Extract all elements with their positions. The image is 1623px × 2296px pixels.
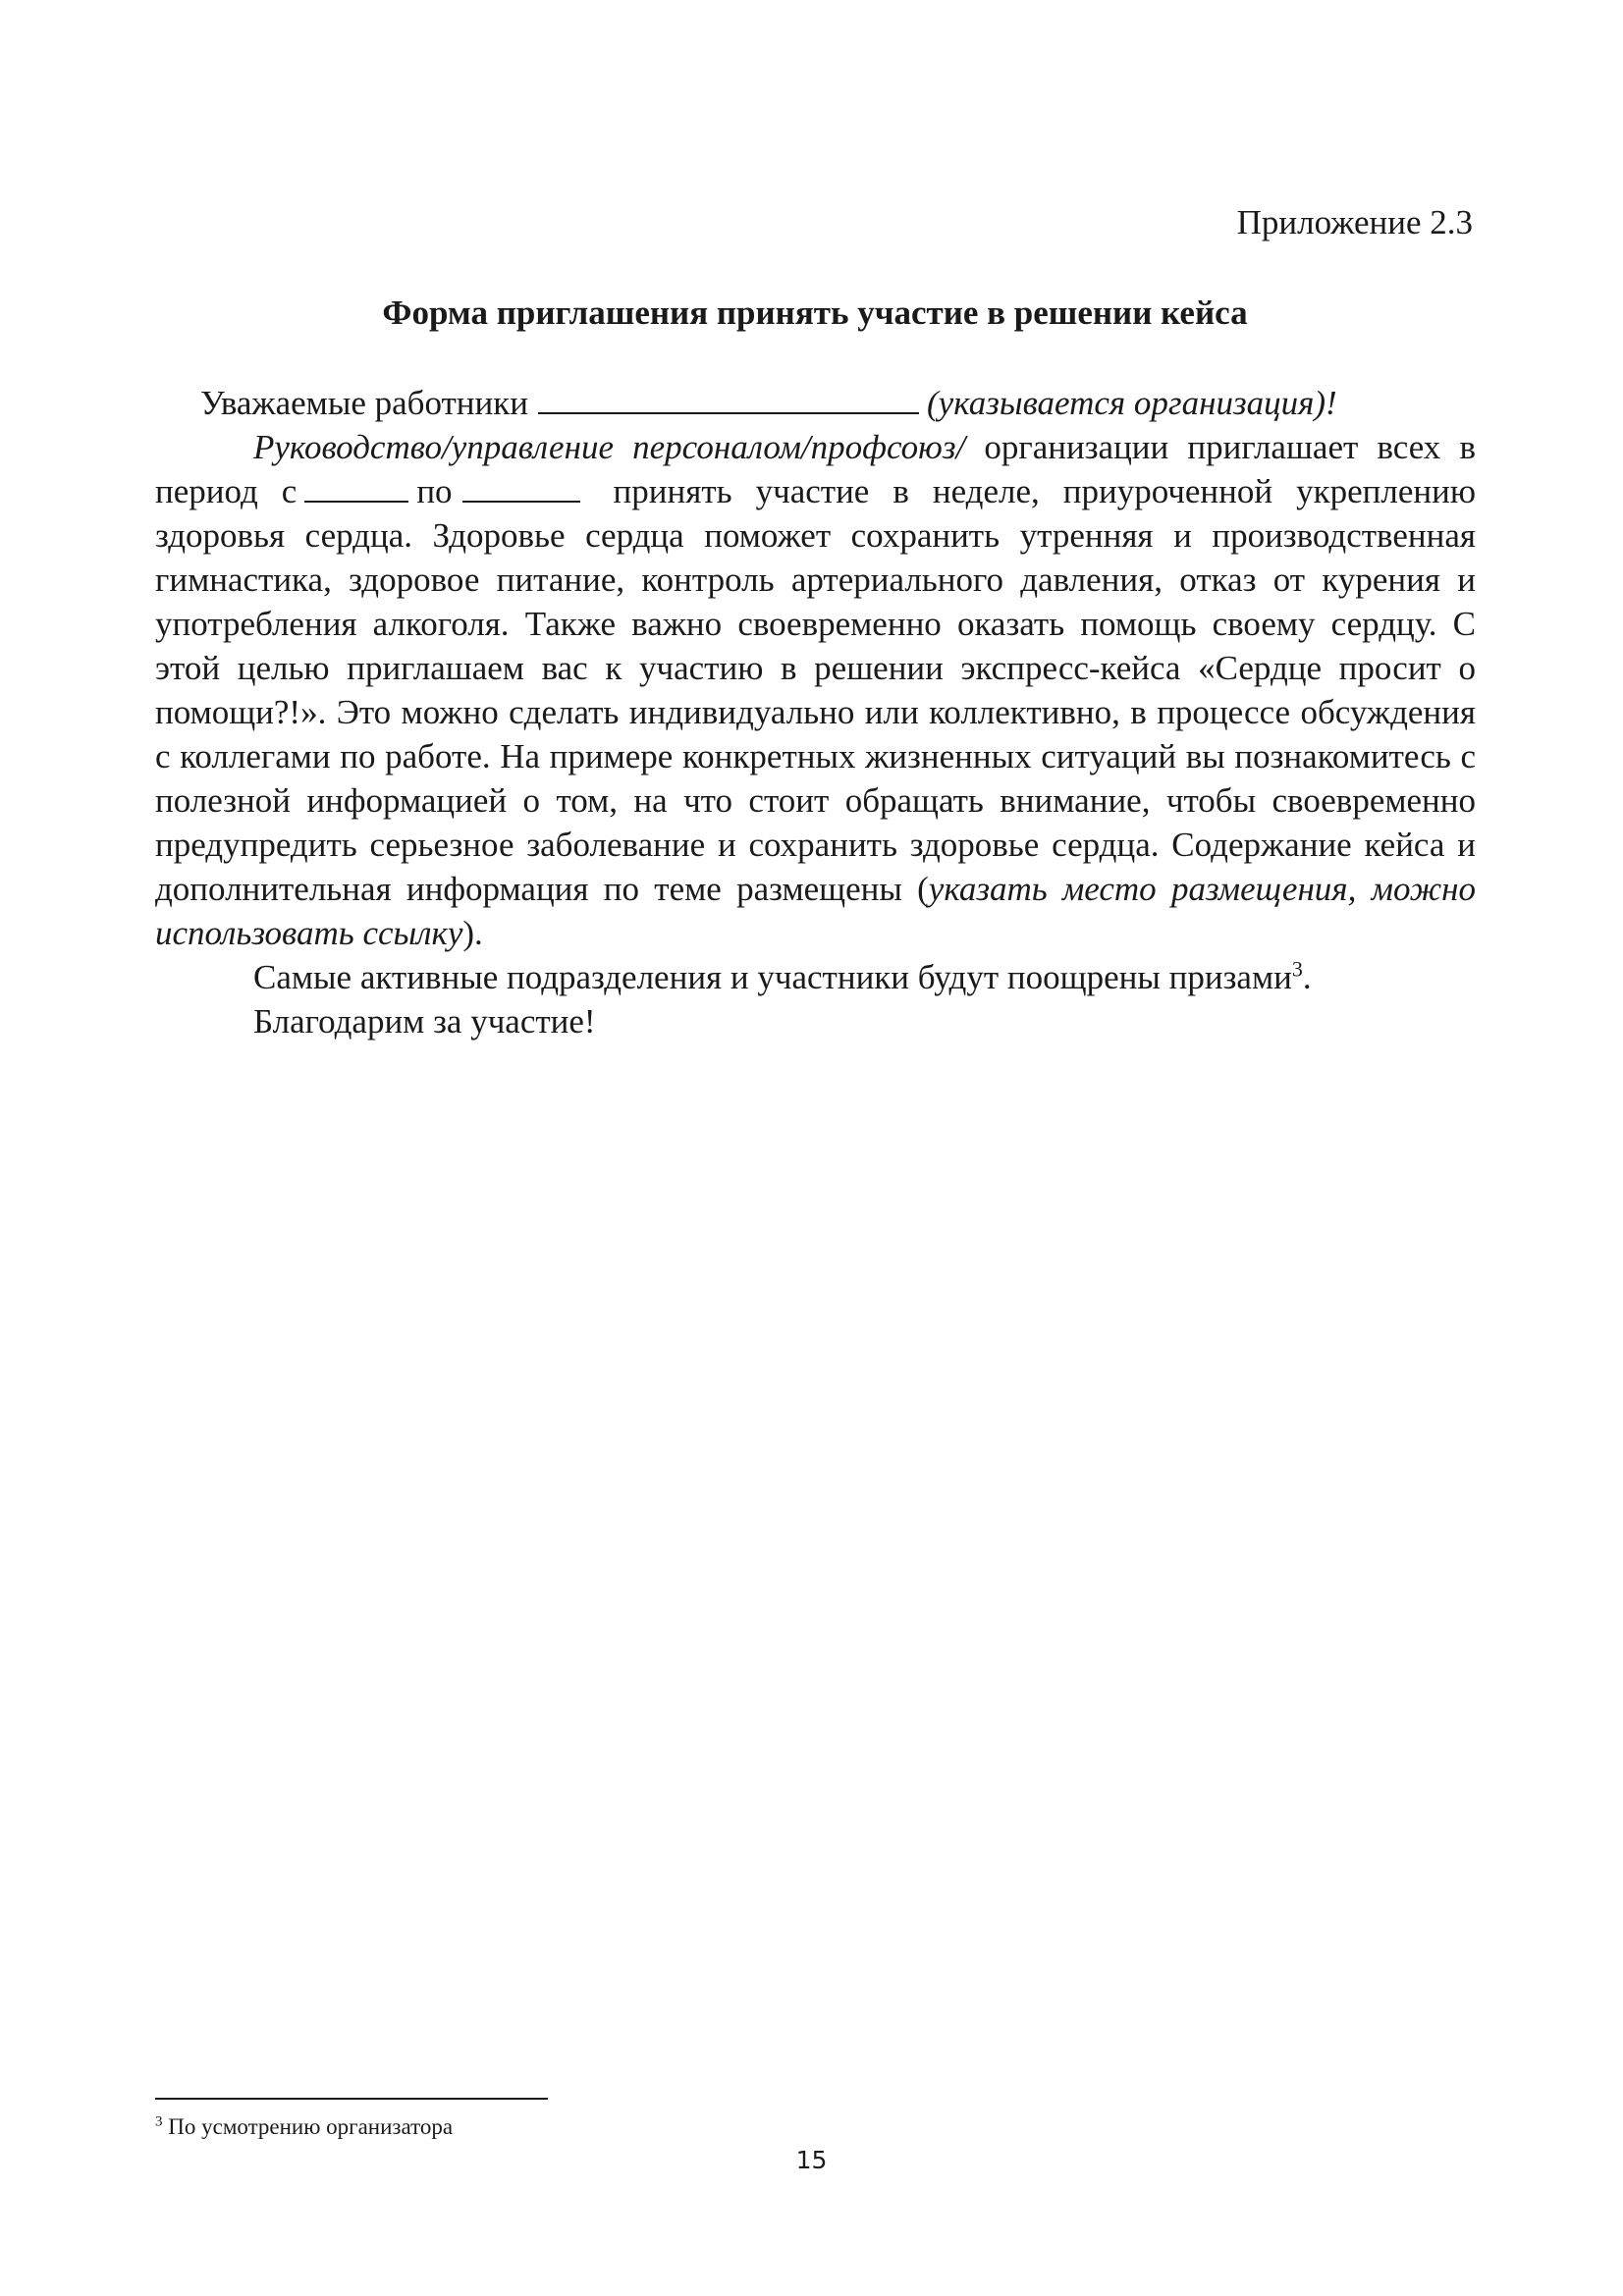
organizer-roles: Руководство/управление персоналом/профсоюз/ xyxy=(253,428,966,466)
prizes-paragraph xyxy=(155,955,1476,999)
date-to-blank xyxy=(462,471,580,503)
prizes-text: Самые активные подразделения и участники будут поощрены призами xyxy=(253,958,1292,996)
invitation-body xyxy=(155,381,1476,1043)
page-number: 15 xyxy=(795,2146,828,2174)
footnote xyxy=(155,2112,453,2142)
paragraph1-part2: принять участие в неделе, приуроченной укреплению здоровья сердца. Здоровье сердца поможет сохранить утренняя и производственная гимнастика, здоровое питание, контроль артериального давления, отказ от курения и употребления алкоголя. Также важно своевременно оказать помощь своему сердцу. С этой целью приглашаем вас к участию в решении экспресс-кейса «Сердце просит о помощи?!». Это можно сделать индивидуально или коллективно, в процессе обсуждения с коллегами по работе. На примере конкретных жизненных ситуаций вы познакомитесь с полезной информацией о том, на что стоит обращать внимание, чтобы своевременно предупредить серьезное заболевание и сохранить здоровье сердца. Содержание кейса и дополнительная информация по теме размещены ( xyxy=(155,472,1476,908)
footnote-divider xyxy=(155,2098,548,2100)
paragraph1-closing: ). xyxy=(462,914,483,952)
word-po: по xyxy=(416,472,453,510)
footnote-ref: 3 xyxy=(1291,956,1303,982)
paragraph1-part1: организации приглашает всех в период с xyxy=(155,428,1476,510)
footnote-number: 3 xyxy=(155,2113,163,2130)
date-from-blank xyxy=(304,471,408,503)
greeting-text: Уважаемые работники xyxy=(200,384,529,422)
greeting-note: (указывается организация)! xyxy=(927,384,1337,422)
main-paragraph xyxy=(155,425,1476,955)
footnote-text: По усмотрению организатора xyxy=(162,2114,454,2139)
placement-note: указать место размещения, можно использовать ссылку xyxy=(155,870,1476,952)
greeting-line xyxy=(155,381,1476,425)
document-title: Форма приглашения принять участие в решении кейса xyxy=(382,294,1248,332)
appendix-label: Приложение 2.3 xyxy=(1236,203,1473,241)
organization-blank xyxy=(538,383,919,414)
prizes-end: . xyxy=(1302,958,1312,996)
thanks-paragraph: Благодарим за участие! xyxy=(253,1002,596,1041)
